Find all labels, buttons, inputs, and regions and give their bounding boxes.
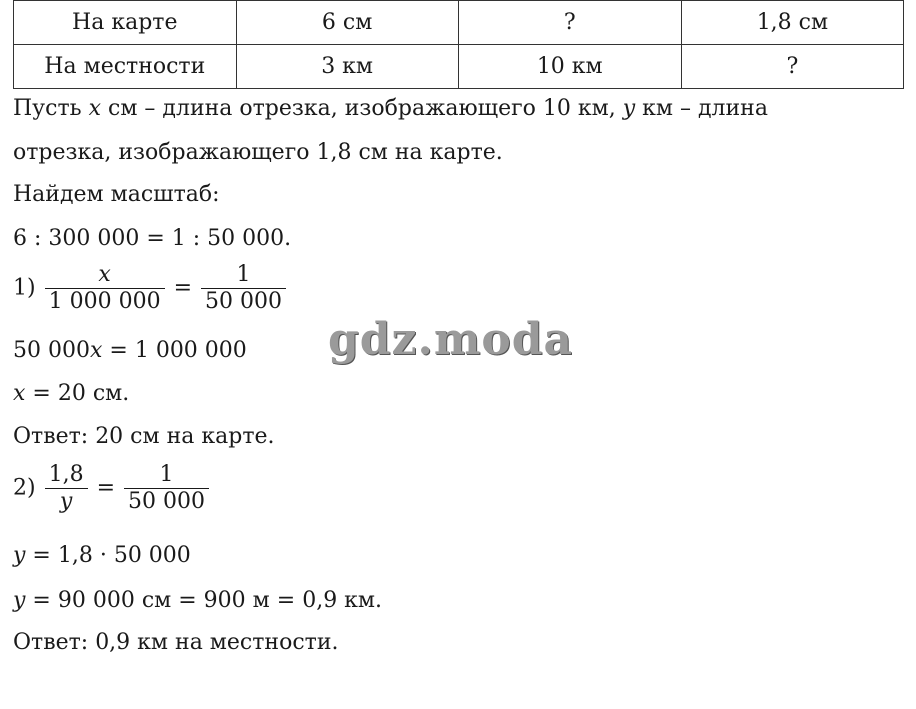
fraction-denominator: 1 000 000 — [45, 288, 165, 315]
text-fragment: = 90 000 см = 900 м = 0,9 км. — [25, 588, 383, 613]
text-fragment: = 1,8 · 50 000 — [25, 543, 191, 568]
table-cell: ? — [681, 45, 903, 89]
text-line-7 — [13, 380, 129, 408]
text-line-3: Найдем масштаб: — [13, 182, 220, 207]
text-fragment: см – длина отрезка, изображающего 10 км, — [101, 96, 623, 121]
fraction-numerator: 1 — [236, 262, 251, 287]
table-row-map — [14, 1, 904, 45]
fraction-numerator: x — [98, 262, 111, 287]
text-fragment: Пусть — [13, 96, 89, 121]
table-cell: На местности — [14, 45, 237, 89]
fraction — [201, 262, 286, 315]
equation-label: 2) — [13, 475, 36, 501]
answer-1: Ответ: 20 см на карте. — [13, 424, 275, 449]
table-row-terrain — [14, 45, 904, 89]
equation-label: 1) — [13, 275, 36, 301]
data-table — [13, 0, 904, 89]
fraction-denominator: y — [45, 488, 88, 515]
text-line-11 — [13, 587, 382, 615]
fraction-denominator: 50 000 — [124, 488, 209, 515]
fraction-numerator: 1,8 — [48, 462, 84, 487]
variable-y: y — [13, 588, 26, 613]
text-fragment: 50 000 — [13, 338, 90, 363]
answer-2: Ответ: 0,9 км на местности. — [13, 630, 339, 655]
variable-y: y — [622, 96, 636, 121]
table-cell: 3 км — [236, 45, 458, 89]
fraction — [45, 262, 165, 315]
equation-1 — [13, 262, 288, 315]
text-line-10 — [13, 542, 191, 570]
fraction-denominator: 50 000 — [201, 288, 286, 315]
equation-2 — [13, 462, 211, 515]
watermark-logo: gdz.moda — [328, 314, 574, 365]
variable-x: x — [13, 381, 26, 406]
equals-sign: = — [96, 475, 116, 501]
fraction — [45, 462, 88, 515]
table-cell: 6 см — [236, 1, 458, 45]
text-fragment: = 1 000 000 — [102, 338, 247, 363]
fraction-numerator: 1 — [159, 462, 174, 487]
text-fragment: = 20 см. — [25, 381, 130, 406]
text-fragment: км – длина — [635, 96, 768, 121]
table-cell: 1,8 см — [681, 1, 903, 45]
text-line-1 — [13, 95, 768, 123]
text-line-2: отрезка, изображающего 1,8 см на карте. — [13, 140, 503, 165]
fraction — [124, 462, 209, 515]
text-line-6 — [13, 337, 247, 365]
text-line-4: 6 : 300 000 = 1 : 50 000. — [13, 226, 292, 251]
equals-sign: = — [173, 275, 192, 301]
variable-y: y — [13, 543, 26, 568]
table-cell: 10 км — [458, 45, 681, 89]
variable-x: x — [89, 338, 103, 363]
variable-x: x — [88, 96, 102, 121]
table-cell: ? — [458, 1, 681, 45]
table-cell: На карте — [14, 1, 237, 45]
